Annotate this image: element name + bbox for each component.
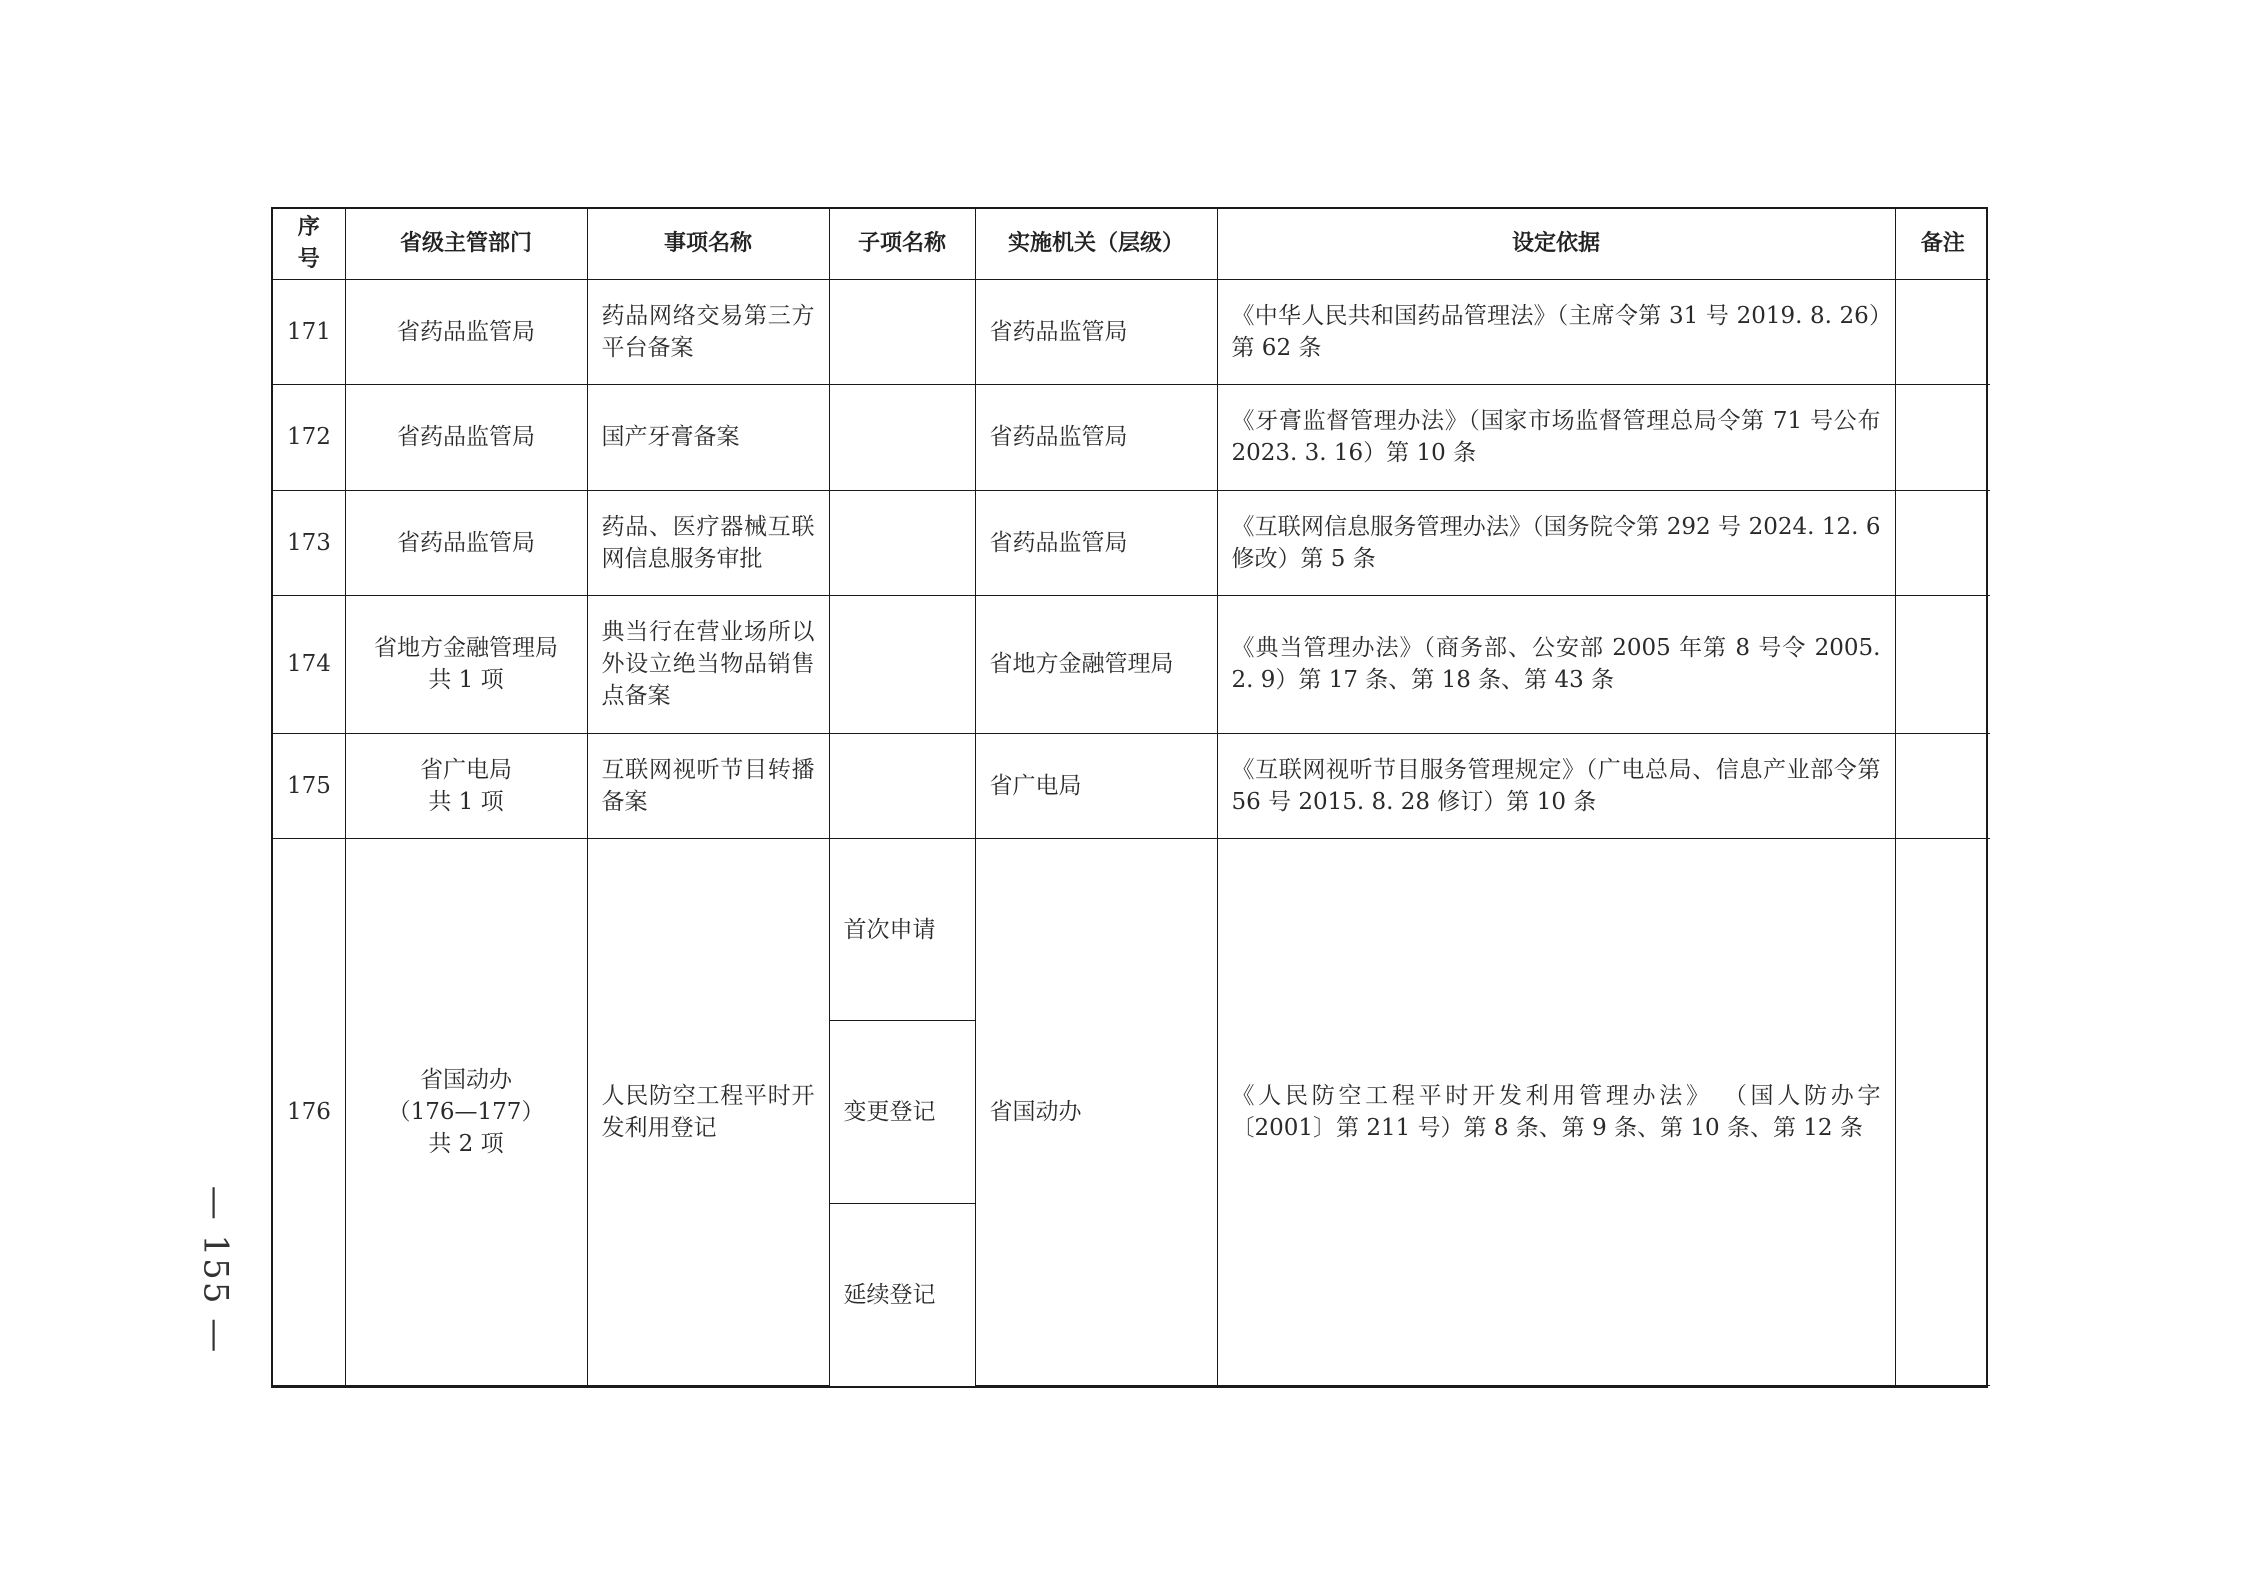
header-legal-basis: 设定依据: [1217, 209, 1895, 279]
row-serial-number: 171: [273, 279, 345, 385]
row-department: [345, 596, 587, 734]
row-serial-number: 175: [273, 733, 345, 839]
page-number-text: — 155 —: [195, 1185, 236, 1355]
subitem-change-registration: 变更登记: [829, 1021, 975, 1204]
department-name: 省国动办: [420, 1067, 512, 1094]
row-agency: 省药品监管局: [975, 385, 1217, 491]
department-name: 省广电局: [420, 756, 512, 783]
row-serial-number: 174: [273, 596, 345, 734]
row-department: [345, 490, 587, 596]
row-subitem-name: [829, 733, 975, 839]
row-subitem-name: [829, 279, 975, 385]
department-item-count: 共 2 项: [428, 1131, 504, 1158]
row-legal-basis: 《典当管理办法》（商务部、公安部 2005 年第 8 号令 2005. 2. 9）第 17 条、第 18 条、第 43 条: [1217, 596, 1895, 734]
row-department: [345, 733, 587, 839]
department-name: 省地方金融管理局: [374, 635, 558, 662]
row-item-name: 人民防空工程平时开发利用登记: [587, 839, 829, 1386]
table-header-row: [273, 209, 1990, 279]
table-row: [273, 490, 1990, 596]
subitem-renewal-registration: 延续登记: [829, 1204, 975, 1386]
department-item-count: 共 1 项: [428, 788, 504, 815]
row-serial-number: 172: [273, 385, 345, 491]
table-row: [273, 733, 1990, 839]
row-legal-basis: 《中华人民共和国药品管理法》（主席令第 31 号 2019. 8. 26）第 62 条: [1217, 279, 1895, 385]
row-serial-number: 173: [273, 490, 345, 596]
row-item-name: 典当行在营业场所以外设立绝当物品销售点备案: [587, 596, 829, 734]
department-name: 省药品监管局: [397, 529, 535, 556]
department-range: （176—177）: [387, 1099, 545, 1126]
table-row: [273, 596, 1990, 734]
header-serial-number: 序号: [273, 209, 345, 279]
row-legal-basis: 《互联网视听节目服务管理规定》（广电总局、信息产业部令第 56 号 2015. 8. 28 修订）第 10 条: [1217, 733, 1895, 839]
row-agency: 省药品监管局: [975, 490, 1217, 596]
table-row: [273, 279, 1990, 385]
page-number: [190, 1170, 240, 1370]
subitem-first-application: 首次申请: [829, 839, 975, 1021]
row-department: [345, 385, 587, 491]
row-legal-basis: 《牙膏监督管理办法》（国家市场监督管理总局令第 71 号公布 2023. 3. 16）第 10 条: [1217, 385, 1895, 491]
row-remarks: [1895, 733, 1990, 839]
header-remarks: 备注: [1895, 209, 1990, 279]
row-subitem-name: [829, 490, 975, 596]
department-item-count: 共 1 项: [428, 667, 504, 694]
row-legal-basis: 《人民防空工程平时开发利用管理办法》 （国人防办字〔2001〕第 211 号）第 8 条、第 9 条、第 10 条、第 12 条: [1217, 839, 1895, 1386]
header-department: 省级主管部门: [345, 209, 587, 279]
row-item-name: 药品网络交易第三方平台备案: [587, 279, 829, 385]
row-item-name: 国产牙膏备案: [587, 385, 829, 491]
row-department: [345, 279, 587, 385]
row-subitem-name: [829, 596, 975, 734]
row-item-name: 互联网视听节目转播备案: [587, 733, 829, 839]
header-agency: 实施机关（层级）: [975, 209, 1217, 279]
department-name: 省药品监管局: [397, 424, 535, 451]
row-agency: 省国动办: [975, 839, 1217, 1386]
table-row: [273, 385, 1990, 491]
row-agency: 省地方金融管理局: [975, 596, 1217, 734]
header-item-name: 事项名称: [587, 209, 829, 279]
row-remarks: [1895, 490, 1990, 596]
row-department: [345, 839, 587, 1386]
table-row-group: [273, 839, 1990, 1021]
department-name: 省药品监管局: [397, 318, 535, 345]
row-legal-basis: 《互联网信息服务管理办法》（国务院令第 292 号 2024. 12. 6 修改）第 5 条: [1217, 490, 1895, 596]
regulation-table-frame: [271, 207, 1988, 1388]
row-subitem-name: [829, 385, 975, 491]
header-subitem-name: 子项名称: [829, 209, 975, 279]
row-item-name: 药品、医疗器械互联网信息服务审批: [587, 490, 829, 596]
row-remarks: [1895, 596, 1990, 734]
administrative-items-table: [273, 209, 1990, 1386]
row-remarks: [1895, 279, 1990, 385]
row-serial-number: 176: [273, 839, 345, 1386]
row-agency: 省药品监管局: [975, 279, 1217, 385]
row-agency: 省广电局: [975, 733, 1217, 839]
row-remarks: [1895, 839, 1990, 1386]
row-remarks: [1895, 385, 1990, 491]
